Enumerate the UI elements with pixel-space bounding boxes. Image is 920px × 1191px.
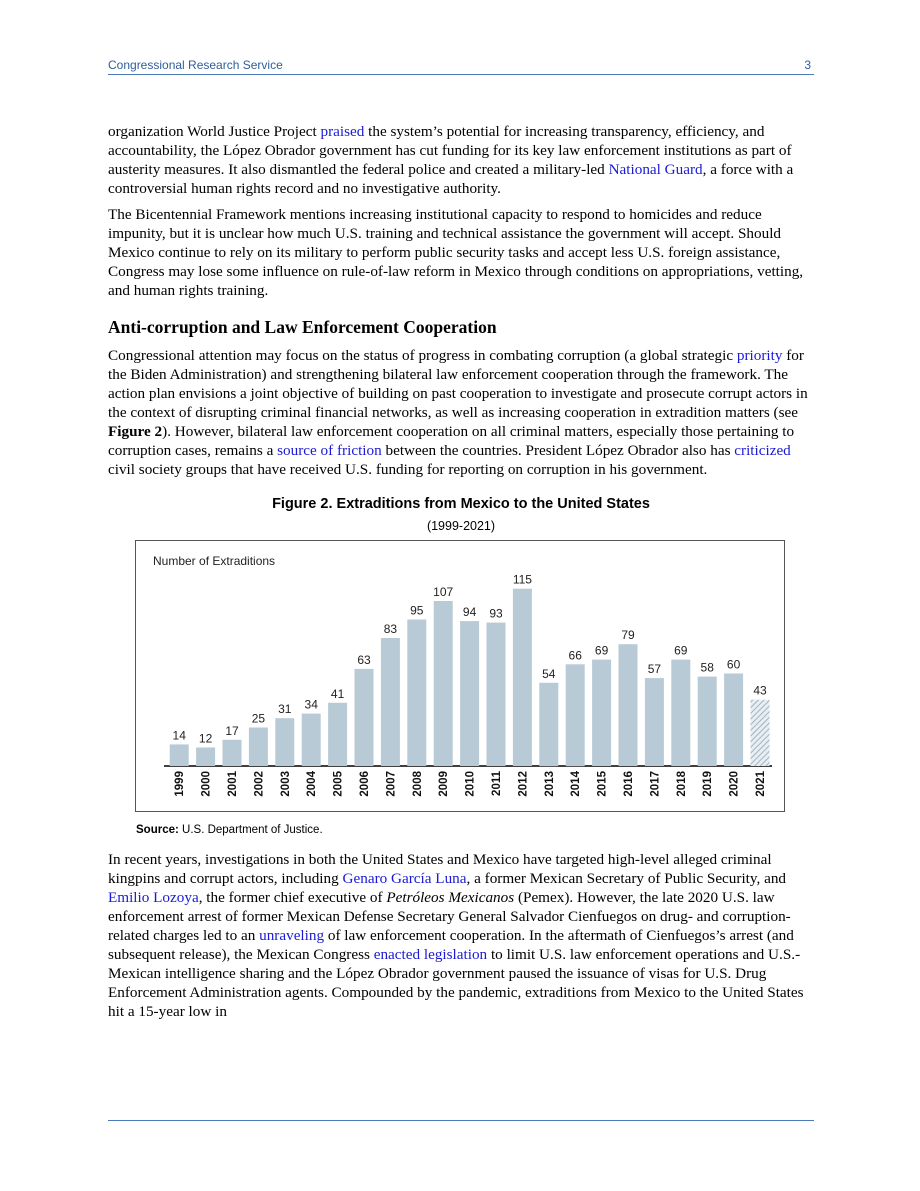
bar-2013 [539,683,558,766]
text-run: In recent years, investigations in both the United States and Mexico have targeted high-level alleged criminal kingpins and corrupt actors, including [108,851,772,887]
data-label-2008: 95 [410,603,424,618]
link-national-guard[interactable]: National Guard [608,161,703,178]
bar-2018 [671,660,690,766]
bar-2009 [434,601,453,766]
bar-2000 [196,748,215,767]
link-criticized[interactable]: criticized [734,442,791,459]
data-label-2000: 12 [198,731,213,746]
chart-bars-group [170,573,770,797]
text-run: for the Biden Administration) and strengthening bilateral law enforcement cooperation through the framework. The action plan envisions a joint objective of building on past cooperation to investigate and prosecute corrupt actors in the context of disrupting criminal financial networks, as well as increasing cooperation in extradition matters (see [108,347,808,421]
tick-label-2018: 2018 [675,771,688,797]
footer-rule [108,1120,814,1121]
bar-2012 [513,589,532,766]
bar-2010 [460,621,479,766]
text-run: , the former chief executive of [198,889,387,906]
data-label-2015: 69 [594,643,609,658]
tick-label-2004: 2004 [306,771,319,797]
paragraph-1 [108,122,814,198]
text-run: civil society groups that have received U.S. funding for reporting on corruption in his government. [108,461,708,478]
link-emilio-lozoya[interactable]: Emilio Lozoya [108,889,199,906]
link-enacted-legislation[interactable]: enacted legislation [373,946,488,963]
tick-label-2020: 2020 [728,771,741,797]
data-label-2001: 17 [225,723,239,738]
page-content [108,122,814,1028]
bar-2011 [487,623,506,766]
bar-2021 [751,700,770,766]
tick-label-2007: 2007 [385,771,398,797]
tick-label-2008: 2008 [411,771,424,797]
bar-2016 [619,644,638,766]
bar-2015 [592,660,611,766]
bar-2003 [275,718,294,766]
tick-label-2013: 2013 [543,771,556,797]
bar-2004 [302,714,321,766]
paragraph-4 [108,850,814,1021]
chart-svg [136,541,784,811]
data-label-2021: 43 [753,683,767,698]
data-label-2010: 94 [462,605,477,620]
data-label-2006: 63 [357,652,371,667]
bar-2017 [645,678,664,766]
link-unraveling[interactable]: unraveling [259,927,325,944]
data-label-2016: 79 [621,628,635,643]
data-label-2020: 60 [726,657,741,672]
source-label: Source: [136,824,179,836]
paragraph-3 [108,346,814,479]
tick-label-2002: 2002 [253,771,266,797]
tick-label-1999: 1999 [174,771,187,797]
data-label-2002: 25 [251,711,266,726]
text-run: Congressional attention may focus on the status of progress in combating corruption (a global strategic [108,347,737,364]
text-run: ). However, bilateral law enforcement cooperation on all criminal matters, especially those pertaining to corruption cases, remains a [108,423,795,459]
text-run: to limit U.S. law enforcement operations and U.S.-Mexican intelligence sharing and the López Obrador government paused the issuance of visas for U.S. Drug Enforcement Administration agents. Compounded by the pandemic, extraditions from Mexico to the United States hit a 15-year low in [108,946,804,1020]
data-label-1999: 14 [172,728,186,743]
link-genaro-garcia-luna[interactable]: Genaro García Luna [342,870,467,887]
text-run: organization World Justice Project [108,123,321,140]
data-label-2013: 54 [542,666,556,681]
bar-1999 [170,744,189,766]
text-run: the system’s potential for increasing transparency, efficiency, and accountability, the López Obrador government has cut funding for its key law enforcement institutions as part of austerity measures. It also dismantled the federal police and created a military-led [108,123,792,178]
tick-label-2010: 2010 [464,771,477,797]
paragraph-2 [108,205,814,300]
tick-label-2009: 2009 [438,771,451,797]
data-label-2009: 107 [433,585,454,599]
figure-subtitle: (1999-2021) [426,519,496,533]
data-label-2007: 83 [383,622,398,636]
bar-2019 [698,677,717,766]
tick-label-2014: 2014 [570,771,583,797]
data-label-2003: 31 [278,702,292,717]
page-number: 3 [804,58,811,72]
tick-label-2005: 2005 [332,771,345,797]
data-label-2011: 93 [489,606,503,621]
tick-label-2011: 2011 [491,771,503,796]
section-heading: Anti-corruption and Law Enforcement Cooperation [108,317,497,337]
tick-label-2003: 2003 [279,771,292,797]
tick-label-2017: 2017 [649,771,662,797]
data-label-2004: 34 [304,697,318,712]
text-run: The Bicentennial Framework mentions increasing institutional capacity to respond to homicides and reduce impunity, but it is unclear how much U.S. training and technical assistance the government will accept. Should Mexico continue to rely on its military to perform public security tasks and accept less U.S. foreign assistance, Congress may lose some influence on rule-of-law reform in Mexico through conditions on appropriations, vetting, and human rights training. [108,206,804,299]
header-org-name: Congressional Research Service [108,58,283,72]
tick-label-2001: 2001 [227,771,239,797]
bar-2005 [328,703,347,766]
tick-label-2015: 2015 [596,771,609,797]
link-praised[interactable]: praised [320,123,365,140]
tick-label-2021: 2021 [755,771,767,797]
bar-2006 [355,669,374,766]
bar-2020 [724,674,743,767]
data-label-2019: 58 [700,660,714,675]
extraditions-chart [135,540,785,812]
text-run: , a force with a controversial human rights record and no investigative authority. [108,161,794,197]
bar-2008 [407,620,426,767]
tick-label-2019: 2019 [702,771,715,797]
text-run: of law enforcement cooperation. In the aftermath of Cienfuegos’s arrest (and subsequent release), the Mexican Congress [108,927,794,963]
tick-label-2012: 2012 [517,771,530,797]
figure-source [136,824,814,836]
data-label-2012: 115 [512,572,532,587]
data-label-2018: 69 [674,643,688,658]
data-label-2014: 66 [568,648,582,663]
figure-title: Figure 2. Extraditions from Mexico to the United States [272,496,650,512]
italic-pemex: Petróleos Mexicanos [386,889,515,906]
link-priority[interactable]: priority [736,347,783,364]
chart-y-axis-label: Number of Extraditions [153,554,276,568]
bar-2014 [566,664,585,766]
data-label-2017: 57 [647,662,662,677]
bar-2007 [381,638,400,766]
bar-2002 [249,728,268,767]
data-label-2005: 41 [330,686,345,701]
text-run: between the countries. President López Obrador also has [381,442,735,459]
figure-reference: Figure 2 [108,423,163,440]
tick-label-2016: 2016 [623,771,635,797]
text-run: (Pemex). However, the late 2020 U.S. law enforcement arrest of former Mexican Defense Secretary General Salvador Cienfuegos on drug- and corruption-related charges led to an [108,889,791,944]
text-run: , a former Mexican Secretary of Public Security, and [466,870,787,887]
tick-label-2006: 2006 [359,771,371,797]
source-text: U.S. Department of Justice. [178,824,323,836]
link-source-of-friction[interactable]: source of friction [277,442,382,459]
page-header [108,58,814,75]
bar-2001 [223,740,242,766]
tick-label-2000: 2000 [200,771,213,797]
